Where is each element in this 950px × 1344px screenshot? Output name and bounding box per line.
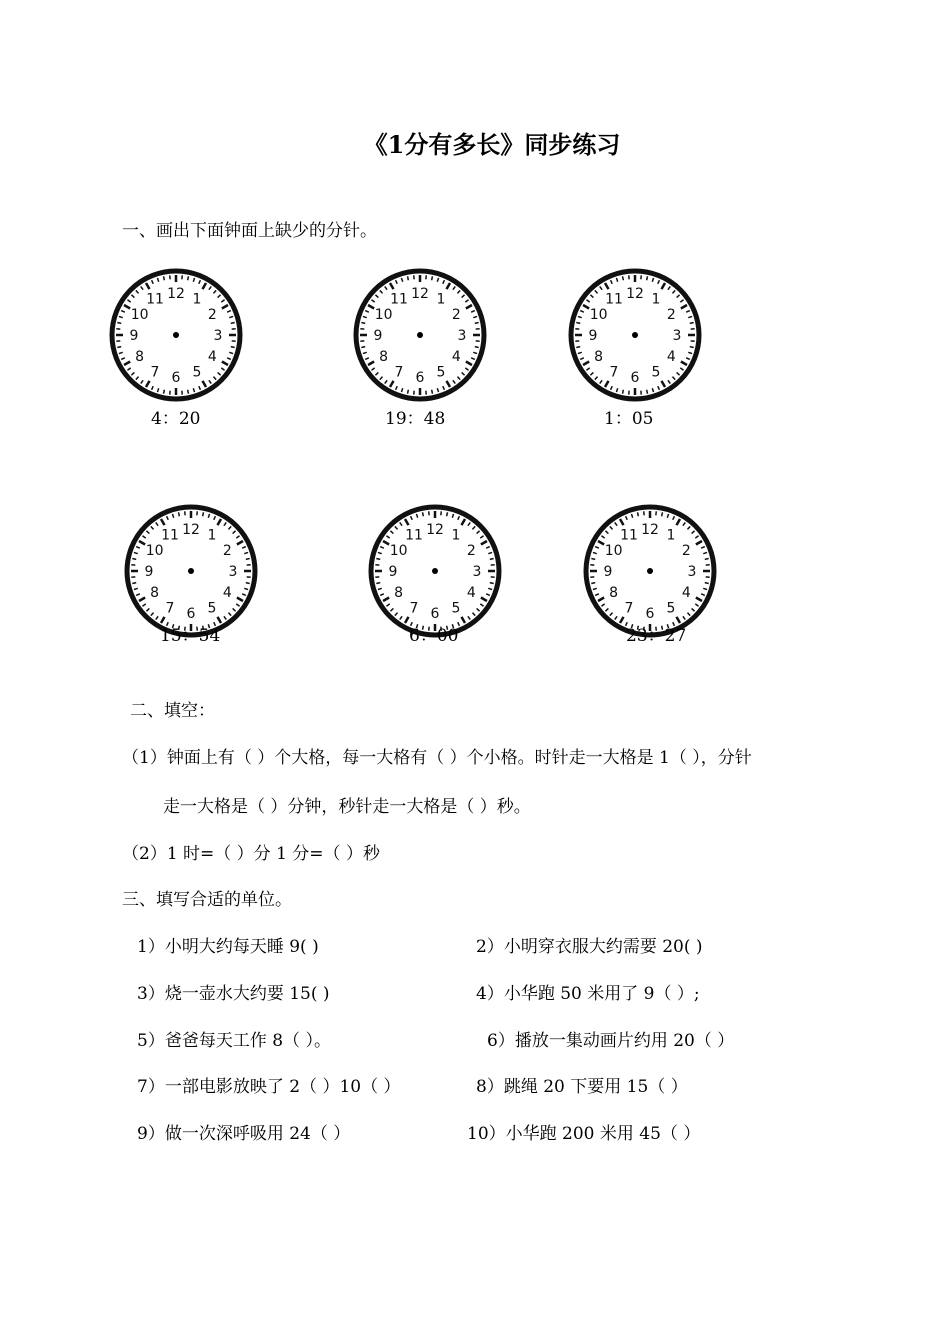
- clock-number: 2: [666, 307, 676, 323]
- clock-number: 12: [167, 286, 185, 302]
- unit-question: 3）烧一壶水大约要 15( ): [137, 984, 330, 1004]
- clock-face: [367, 503, 503, 639]
- minute-tick: [623, 276, 624, 280]
- minute-tick: [179, 512, 180, 516]
- clock-number: 3: [228, 564, 238, 580]
- clock-svg: [123, 503, 259, 639]
- clock-number: 9: [373, 328, 383, 344]
- clock-number: 1: [651, 291, 661, 308]
- minute-tick: [576, 347, 580, 348]
- clock-center-dot: [173, 332, 179, 338]
- clock-number: 8: [394, 585, 404, 601]
- clock-number: 5: [436, 364, 446, 381]
- minute-tick: [376, 583, 380, 584]
- minute-tick: [591, 559, 595, 560]
- clock-number: 5: [666, 600, 676, 617]
- clock-number: 12: [411, 286, 429, 302]
- minute-tick: [408, 390, 409, 394]
- clock-number: 9: [129, 328, 139, 344]
- minute-tick: [475, 347, 479, 348]
- clock-number: 4: [222, 585, 232, 601]
- clock-number: 2: [466, 543, 476, 559]
- fill-question-1-line2: 走一大格是（ ）分钟，秒针走一大格是（ ）秒。: [163, 797, 531, 817]
- clock-time-label: 1：05: [604, 409, 654, 429]
- clock-number: 8: [135, 349, 145, 365]
- clock-number: 11: [161, 527, 179, 544]
- unit-question: 7）一部电影放映了 2（ ）10（ ）: [137, 1077, 401, 1097]
- clock-face: [123, 503, 259, 639]
- clock-number: 7: [150, 364, 160, 381]
- minute-tick: [432, 390, 433, 394]
- clock-face: [582, 503, 718, 639]
- clock-number: 10: [604, 543, 623, 559]
- clock-svg: [367, 503, 503, 639]
- minute-tick: [203, 512, 204, 516]
- clock-number: 1: [666, 527, 676, 544]
- clock-number: 4: [666, 349, 676, 365]
- clock-number: 7: [624, 600, 634, 617]
- clock-number: 1: [207, 527, 217, 544]
- clock-number: 6: [415, 370, 425, 386]
- clock-number: 10: [589, 307, 608, 323]
- clock-time-label: 4：20: [151, 409, 201, 429]
- minute-tick: [647, 276, 648, 280]
- clock-number: 4: [207, 349, 217, 365]
- clock-number: 5: [207, 600, 217, 617]
- minute-tick: [117, 323, 121, 324]
- clock-number: 3: [213, 328, 223, 344]
- clock-time-label: 23：27: [626, 626, 687, 646]
- clock-number: 11: [405, 527, 423, 544]
- unit-question: 2）小明穿衣服大约需要 20( ): [476, 937, 703, 957]
- clock-number: 6: [430, 606, 440, 622]
- clock-number: 1: [451, 527, 461, 544]
- section2-heading: 二、填空：: [130, 701, 215, 721]
- clock-face: [567, 267, 703, 403]
- minute-tick: [188, 276, 189, 280]
- minute-tick: [638, 512, 639, 516]
- minute-tick: [623, 390, 624, 394]
- clock-center-dot: [632, 332, 638, 338]
- fill-question-2: （2）1 时=（ ）分 1 分=（ ）秒: [122, 844, 380, 864]
- clock-time-label: 19：48: [385, 409, 446, 429]
- clock-number: 12: [182, 522, 200, 538]
- minute-tick: [361, 323, 365, 324]
- clock-number: 6: [186, 606, 196, 622]
- clock-svg: [352, 267, 488, 403]
- clock-number: 11: [620, 527, 638, 544]
- clock-number: 11: [146, 291, 164, 308]
- clock-number: 6: [645, 606, 655, 622]
- clock-number: 5: [192, 364, 202, 381]
- clock-face: [108, 267, 244, 403]
- clock-number: 5: [651, 364, 661, 381]
- minute-tick: [164, 276, 165, 280]
- minute-tick: [361, 347, 365, 348]
- minute-tick: [705, 583, 709, 584]
- minute-tick: [447, 512, 448, 516]
- minute-tick: [423, 512, 424, 516]
- clock-number: 3: [687, 564, 697, 580]
- minute-tick: [475, 323, 479, 324]
- clock-number: 3: [472, 564, 482, 580]
- clock-svg: [582, 503, 718, 639]
- clock-number: 7: [409, 600, 419, 617]
- minute-tick: [132, 559, 136, 560]
- clock-number: 2: [222, 543, 232, 559]
- minute-tick: [231, 323, 235, 324]
- clock-number: 9: [603, 564, 613, 580]
- minute-tick: [164, 390, 165, 394]
- section3-heading: 三、填写合适的单位。: [122, 890, 292, 910]
- clock-svg: [108, 267, 244, 403]
- minute-tick: [246, 559, 250, 560]
- minute-tick: [591, 583, 595, 584]
- clock-number: 10: [389, 543, 408, 559]
- clock-number: 12: [426, 522, 444, 538]
- minute-tick: [376, 559, 380, 560]
- clock-number: 12: [626, 286, 644, 302]
- clock-time-label: 15：54: [160, 626, 221, 646]
- unit-question: 1）小明大约每天睡 9( ): [137, 937, 319, 957]
- clock-number: 1: [192, 291, 202, 308]
- unit-question: 9）做一次深呼吸用 24（ ）: [137, 1124, 351, 1144]
- clock-number: 6: [630, 370, 640, 386]
- clock-center-dot: [647, 568, 653, 574]
- clock-number: 10: [374, 307, 393, 323]
- minute-tick: [188, 390, 189, 394]
- clock-time-label: 6：00: [409, 626, 459, 646]
- clock-svg: [567, 267, 703, 403]
- minute-tick: [690, 323, 694, 324]
- clock-number: 2: [207, 307, 217, 323]
- clock-number: 3: [457, 328, 467, 344]
- clock-number: 4: [466, 585, 476, 601]
- clock-number: 1: [436, 291, 446, 308]
- unit-question: 6）播放一集动画片约用 20（ ）: [487, 1031, 735, 1051]
- minute-tick: [662, 512, 663, 516]
- clock-center-dot: [417, 332, 423, 338]
- clock-number: 7: [165, 600, 175, 617]
- clock-number: 12: [641, 522, 659, 538]
- clock-number: 8: [150, 585, 160, 601]
- clock-number: 11: [605, 291, 623, 308]
- minute-tick: [432, 276, 433, 280]
- minute-tick: [231, 347, 235, 348]
- clock-number: 10: [145, 543, 164, 559]
- clock-number: 4: [451, 349, 461, 365]
- clock-number: 4: [681, 585, 691, 601]
- page-title: 《1分有多长》同步练习: [363, 130, 621, 159]
- section1-heading: 一、画出下面钟面上缺少的分针。: [122, 221, 377, 241]
- minute-tick: [490, 559, 494, 560]
- minute-tick: [132, 583, 136, 584]
- minute-tick: [490, 583, 494, 584]
- unit-question: 8）跳绳 20 下要用 15（ ）: [476, 1077, 688, 1097]
- clock-number: 3: [672, 328, 682, 344]
- clock-number: 8: [379, 349, 389, 365]
- fill-question-1-line1: （1）钟面上有（ ）个大格，每一大格有（ ）个小格。时针走一大格是 1（ ），分针: [122, 748, 752, 768]
- clock-number: 7: [394, 364, 404, 381]
- clock-number: 2: [681, 543, 691, 559]
- clock-number: 9: [588, 328, 598, 344]
- clock-number: 8: [609, 585, 619, 601]
- minute-tick: [117, 347, 121, 348]
- clock-number: 6: [171, 370, 181, 386]
- minute-tick: [246, 583, 250, 584]
- clock-center-dot: [432, 568, 438, 574]
- minute-tick: [705, 559, 709, 560]
- clock-number: 9: [388, 564, 398, 580]
- clock-number: 11: [390, 291, 408, 308]
- clock-number: 10: [130, 307, 149, 323]
- clock-number: 7: [609, 364, 619, 381]
- minute-tick: [647, 390, 648, 394]
- minute-tick: [690, 347, 694, 348]
- clock-number: 2: [451, 307, 461, 323]
- clock-center-dot: [188, 568, 194, 574]
- clock-number: 5: [451, 600, 461, 617]
- unit-question: 5）爸爸每天工作 8（ ）。: [137, 1031, 331, 1051]
- unit-question: 10）小华跑 200 米用 45（ ）: [467, 1124, 701, 1144]
- clock-number: 8: [594, 349, 604, 365]
- minute-tick: [576, 323, 580, 324]
- clock-face: [352, 267, 488, 403]
- clock-number: 9: [144, 564, 154, 580]
- unit-question: 4）小华跑 50 米用了 9（ ）;: [476, 984, 700, 1004]
- minute-tick: [408, 276, 409, 280]
